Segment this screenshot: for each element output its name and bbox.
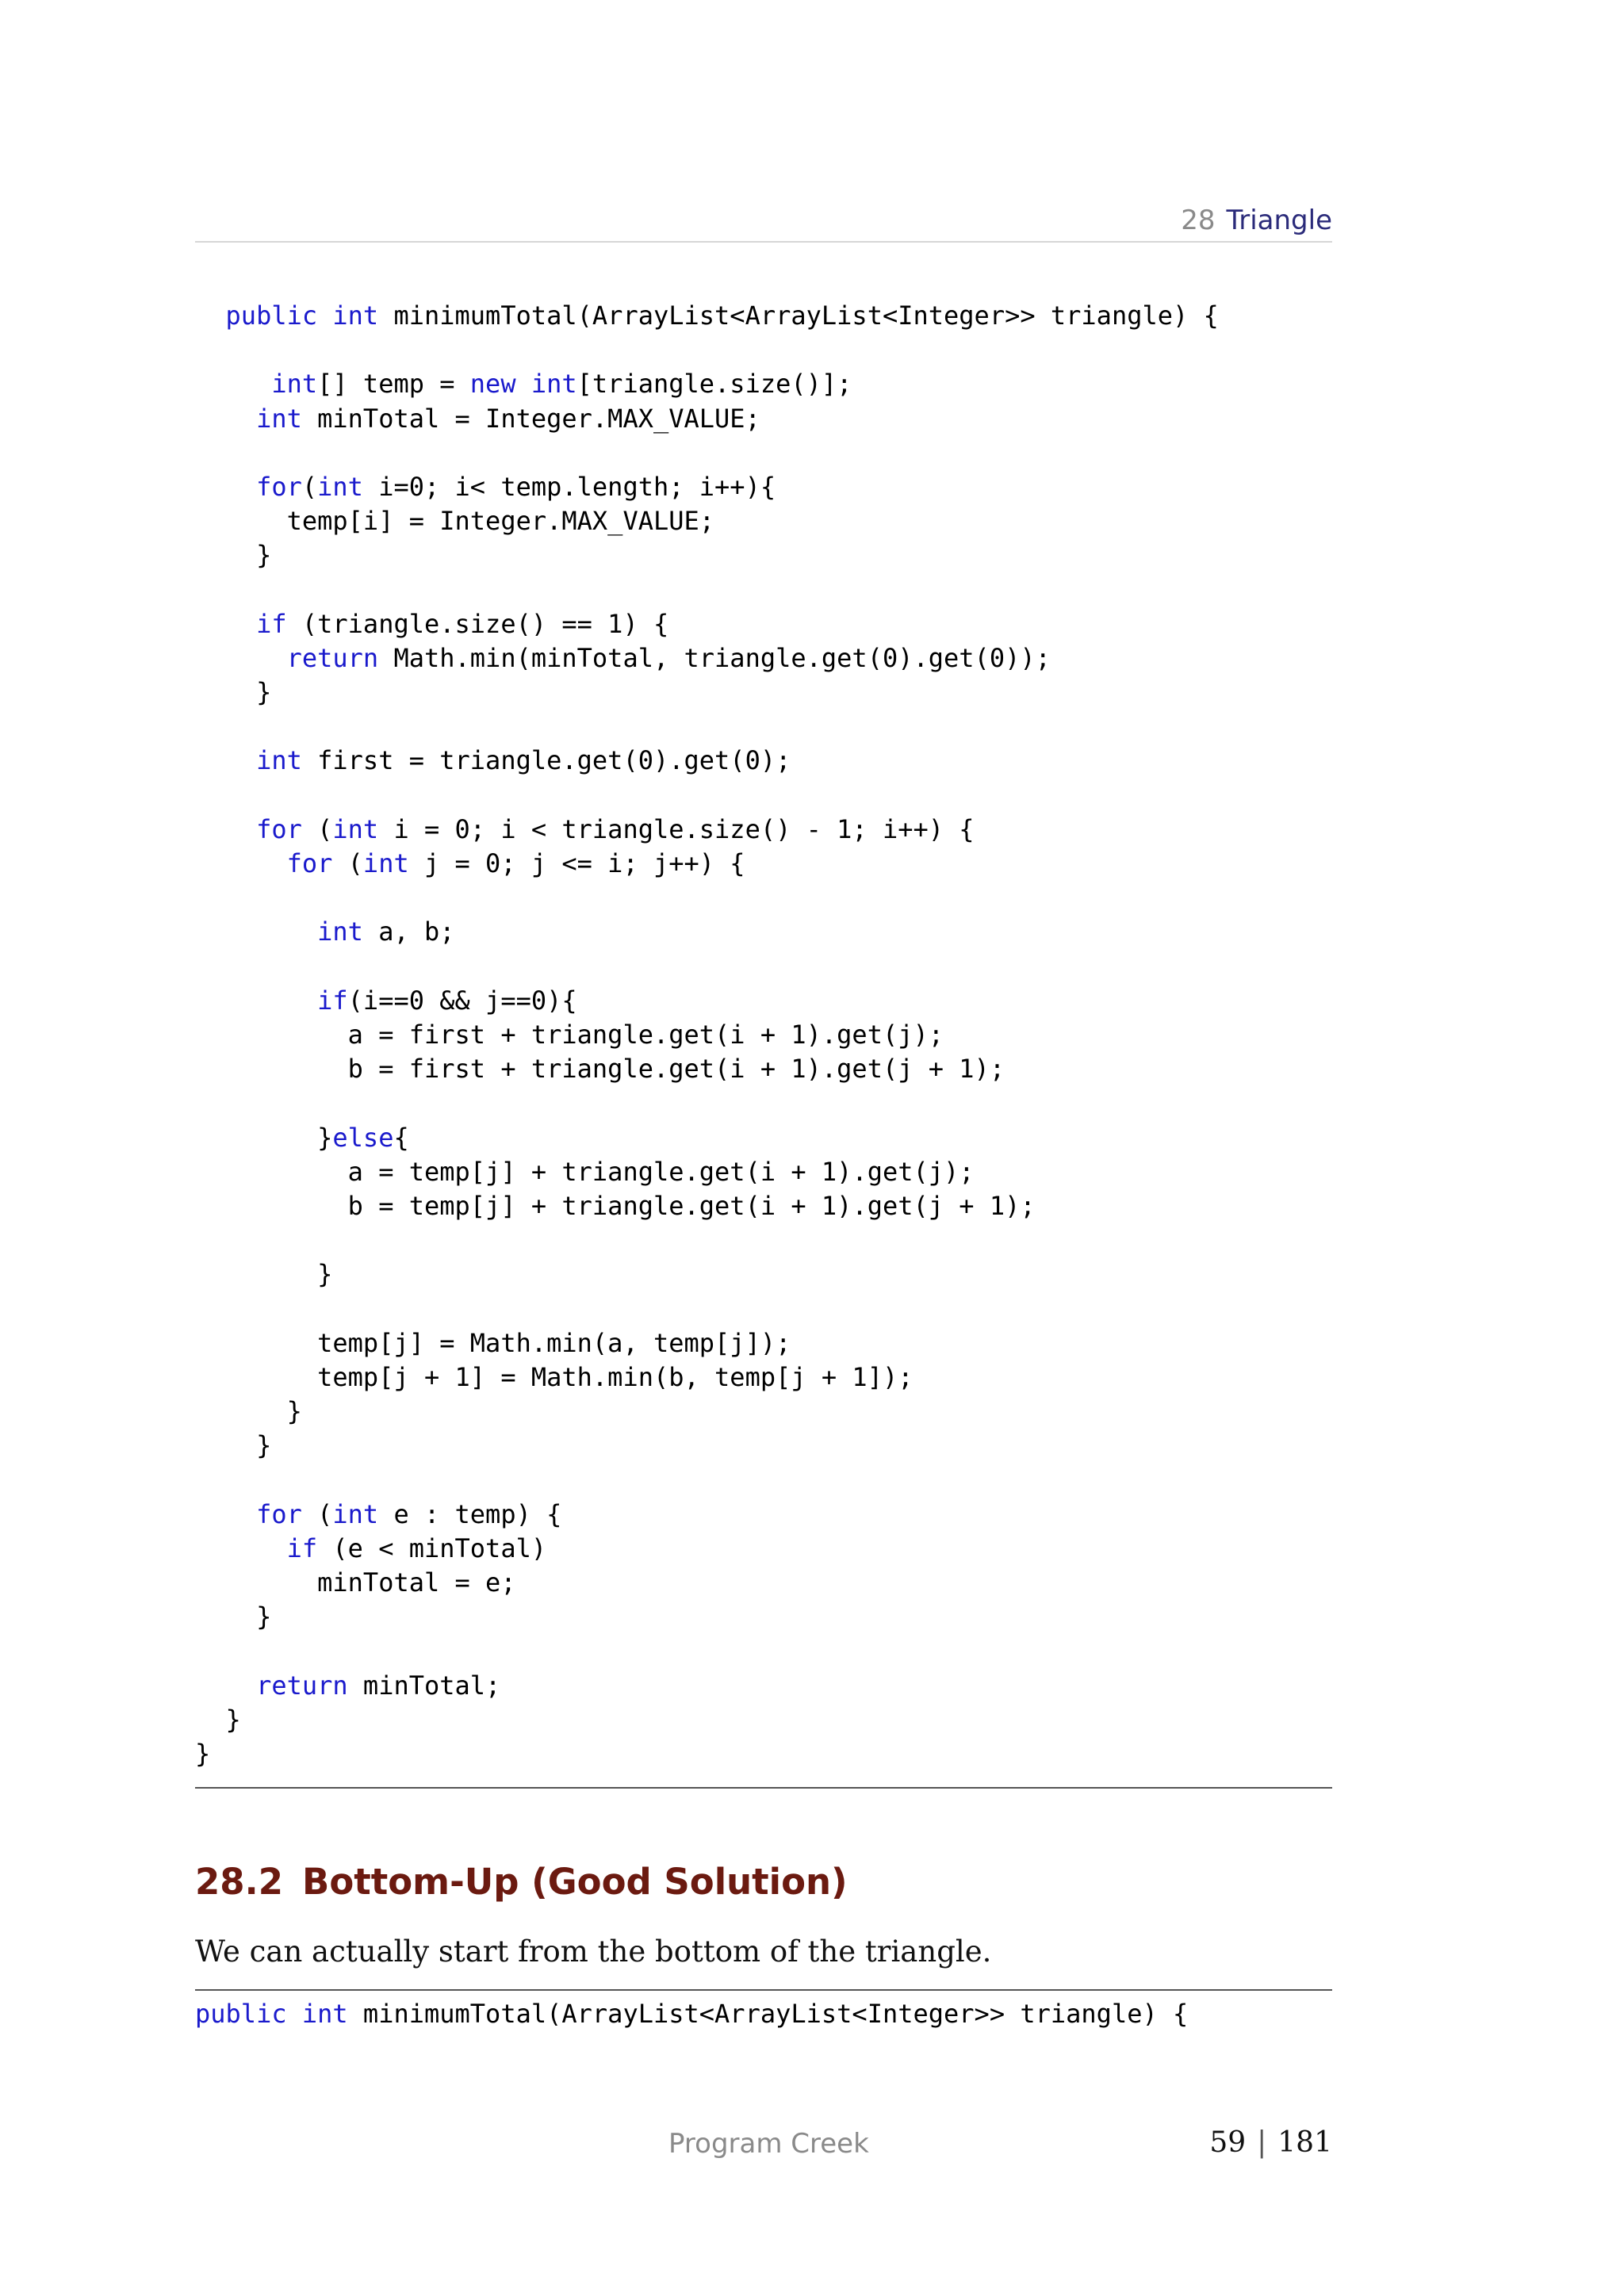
code-line — [195, 950, 1332, 984]
code-line — [195, 1634, 1332, 1668]
code-text: (triangle.size() == 1) { — [286, 608, 669, 639]
footer-publisher: Program Creek — [668, 2128, 869, 2160]
code-text: } — [195, 1396, 302, 1426]
code-text: ( — [301, 813, 333, 844]
code-line — [195, 1189, 1332, 1223]
code-keyword: for — [256, 813, 302, 844]
code-line — [195, 1223, 1332, 1257]
code-text — [516, 369, 531, 399]
code-line — [195, 1155, 1332, 1189]
code-text — [195, 848, 287, 878]
code-text — [195, 814, 256, 844]
code-text — [195, 985, 317, 1016]
code-line — [195, 1257, 1332, 1292]
code-line — [195, 1121, 1332, 1155]
code-keyword: int — [301, 1999, 348, 2029]
code-listing — [195, 299, 1332, 1771]
section-number: 28.2 — [195, 1861, 284, 1903]
code-text: [triangle.size()]; — [576, 369, 852, 400]
code-text: minTotal; — [347, 1670, 501, 1701]
code-keyword: for — [256, 1498, 302, 1529]
chapter-number: 28 — [1181, 205, 1216, 236]
section-title: Bottom-Up (Good Solution) — [302, 1861, 848, 1903]
page-number — [1209, 2125, 1332, 2161]
code-text — [195, 916, 317, 947]
code-line — [195, 1052, 1332, 1086]
code-text: } — [195, 1601, 272, 1632]
code-line — [195, 813, 1332, 847]
code-line — [195, 538, 1332, 572]
code-text — [195, 1499, 256, 1529]
code-text: } — [195, 1259, 333, 1290]
code-line — [195, 779, 1332, 813]
code-line — [195, 573, 1332, 607]
code-listing-bottom-rule — [195, 1787, 1332, 1789]
code-keyword: int — [332, 300, 379, 331]
code-text: i=0; i< temp.length; i++){ — [362, 471, 776, 502]
code-text — [195, 300, 226, 331]
code-text: minimumTotal(ArrayList<ArrayList<Integer>> triangle) { — [347, 1999, 1189, 2029]
code-listing-top-rule — [195, 1989, 1332, 1991]
code-line — [195, 1498, 1332, 1532]
code-text: i = 0; i < triangle.size() - 1; i++) { — [378, 813, 975, 844]
code-line — [195, 333, 1332, 367]
code-line — [195, 436, 1332, 470]
code-line — [195, 881, 1332, 915]
running-head — [1181, 203, 1332, 238]
code-text: minimumTotal(ArrayList<ArrayList<Integer>> triangle) { — [378, 300, 1219, 331]
body-paragraph: We can actually start from the bottom of the triangle. — [195, 1934, 992, 1969]
code-line — [195, 367, 1332, 401]
code-line — [195, 1703, 1332, 1737]
code-text: b = first + triangle.get(i + 1).get(j + 1); — [195, 1054, 1005, 1085]
code-line — [195, 1737, 1332, 1771]
code-line — [195, 1360, 1332, 1395]
code-line — [195, 984, 1332, 1018]
code-text: } — [195, 1430, 272, 1461]
code-text: e : temp) { — [378, 1498, 562, 1529]
code-text: minTotal = e; — [195, 1567, 516, 1598]
code-text — [317, 300, 332, 331]
code-line — [195, 1292, 1332, 1326]
code-text: ( — [301, 1498, 333, 1529]
code-keyword: int — [317, 471, 363, 502]
code-keyword: int — [256, 745, 302, 776]
code-line — [195, 607, 1332, 641]
code-text: { — [393, 1122, 409, 1153]
code-text: (e < minTotal) — [317, 1533, 547, 1563]
code-text: } — [195, 1704, 241, 1735]
code-keyword: int — [256, 403, 302, 434]
code-keyword: if — [256, 608, 287, 639]
code-line — [195, 641, 1332, 675]
code-keyword: int — [317, 916, 363, 947]
code-listing-2 — [195, 1997, 1332, 2031]
code-text: ( — [332, 848, 363, 878]
code-keyword: public — [225, 300, 318, 331]
code-text: j = 0; j <= i; j++) { — [408, 848, 745, 878]
code-line — [195, 675, 1332, 710]
code-keyword: int — [530, 369, 577, 400]
code-line — [195, 1669, 1332, 1703]
code-text: } — [195, 677, 272, 708]
code-text: a, b; — [362, 916, 455, 947]
code-line — [195, 915, 1332, 949]
code-text — [195, 745, 256, 775]
code-text — [195, 609, 256, 639]
code-keyword: int — [332, 1498, 379, 1529]
code-line — [195, 1429, 1332, 1463]
code-line — [195, 1532, 1332, 1566]
code-text — [287, 1999, 302, 2029]
code-text — [195, 1670, 256, 1701]
page-current: 59 — [1209, 2126, 1247, 2159]
code-line — [195, 710, 1332, 744]
code-text: temp[j + 1] = Math.min(b, temp[j + 1]); — [195, 1361, 914, 1392]
code-line — [195, 1997, 1332, 2031]
code-text: (i==0 && j==0){ — [347, 985, 577, 1016]
code-keyword: if — [317, 985, 348, 1016]
code-line — [195, 1566, 1332, 1600]
code-keyword: public — [195, 1999, 287, 2029]
code-text — [195, 643, 287, 673]
header-rule — [195, 241, 1332, 243]
code-text: } — [195, 1738, 211, 1769]
code-text: ( — [301, 471, 318, 502]
code-keyword: for — [256, 471, 302, 502]
code-line — [195, 1018, 1332, 1052]
code-text — [195, 472, 256, 502]
chapter-title: Triangle — [1226, 205, 1332, 236]
code-text: first = triangle.get(0).get(0); — [301, 745, 791, 776]
code-text — [195, 1533, 287, 1563]
code-line — [195, 744, 1332, 778]
code-text: a = first + triangle.get(i + 1).get(j); — [195, 1019, 944, 1050]
code-keyword: return — [256, 1670, 348, 1701]
code-line — [195, 470, 1332, 504]
code-line — [195, 299, 1332, 333]
code-text: minTotal = Integer.MAX_VALUE; — [301, 403, 760, 434]
code-text: a = temp[j] + triangle.get(i + 1).get(j); — [195, 1156, 975, 1187]
code-text: [] temp = — [317, 369, 470, 400]
code-line — [195, 1326, 1332, 1360]
code-text: temp[j] = Math.min(a, temp[j]); — [195, 1327, 791, 1358]
page-separator: | — [1257, 2126, 1267, 2159]
code-text: } — [195, 540, 272, 571]
code-text — [195, 404, 256, 434]
code-keyword: int — [332, 813, 379, 844]
code-keyword: int — [271, 369, 318, 400]
code-text — [195, 369, 271, 399]
code-keyword: else — [332, 1122, 394, 1153]
code-keyword: int — [362, 848, 409, 878]
code-keyword: for — [286, 848, 333, 878]
code-keyword: if — [286, 1533, 318, 1563]
code-text: } — [195, 1122, 333, 1153]
code-line — [195, 1600, 1332, 1634]
code-line — [195, 847, 1332, 881]
code-keyword: return — [286, 642, 379, 673]
code-line — [195, 402, 1332, 436]
code-text: Math.min(minTotal, triangle.get(0).get(0)); — [378, 642, 1051, 673]
code-line — [195, 504, 1332, 538]
code-keyword: new — [469, 369, 516, 400]
code-text: temp[i] = Integer.MAX_VALUE; — [195, 506, 715, 537]
page-total: 181 — [1277, 2126, 1332, 2159]
code-line — [195, 1086, 1332, 1120]
code-line — [195, 1395, 1332, 1429]
code-line — [195, 1463, 1332, 1497]
code-text: b = temp[j] + triangle.get(i + 1).get(j + 1); — [195, 1190, 1036, 1221]
section-heading — [195, 1860, 848, 1904]
